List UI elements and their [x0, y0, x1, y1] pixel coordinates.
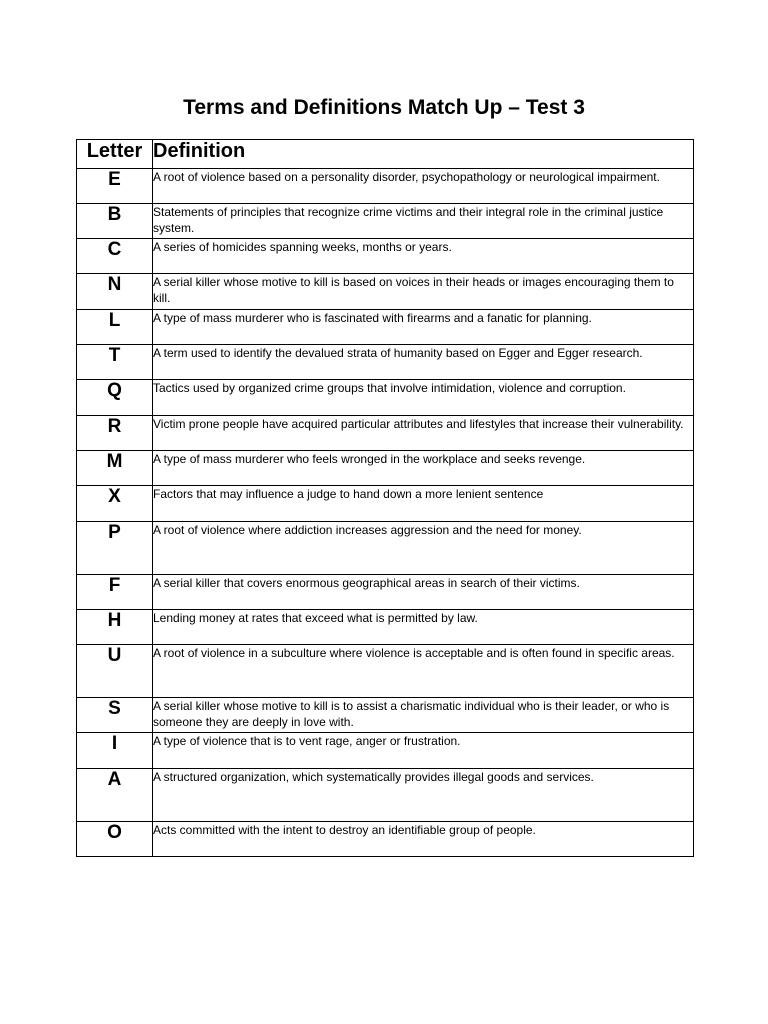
letter-cell: U [77, 645, 153, 698]
table-row [77, 416, 694, 451]
header-row [77, 140, 694, 169]
table-row [77, 486, 694, 522]
letter-cell: L [77, 310, 153, 345]
letter-cell: E [77, 169, 153, 204]
letter-cell: C [77, 239, 153, 274]
definition-cell: A root of violence based on a personality disorder, psychopathology or neurological impairment. [153, 169, 694, 204]
definition-cell: Tactics used by organized crime groups that involve intimidation, violence and corruption. [153, 380, 694, 416]
letter-cell: I [77, 733, 153, 769]
match-table [76, 139, 694, 857]
table-row [77, 575, 694, 610]
definition-cell: Factors that may influence a judge to hand down a more lenient sentence [153, 486, 694, 522]
table-row [77, 274, 694, 310]
definition-cell: A term used to identify the devalued strata of humanity based on Egger and Egger research. [153, 345, 694, 380]
table-row [77, 451, 694, 486]
letter-cell: B [77, 204, 153, 239]
definition-cell: A type of violence that is to vent rage, anger or frustration. [153, 733, 694, 769]
definition-cell: A serial killer that covers enormous geographical areas in search of their victims. [153, 575, 694, 610]
table-row [77, 310, 694, 345]
letter-cell: H [77, 610, 153, 645]
definition-cell: A structured organization, which systematically provides illegal goods and services. [153, 769, 694, 822]
definition-cell: A serial killer whose motive to kill is to assist a charismatic individual who is their leader, or who is someone they are deeply in love with. [153, 698, 694, 733]
table-row [77, 769, 694, 822]
definition-cell: A serial killer whose motive to kill is based on voices in their heads or images encouraging them to kill. [153, 274, 694, 310]
letter-cell: X [77, 486, 153, 522]
definition-cell: Victim prone people have acquired particular attributes and lifestyles that increase their vulnerability. [153, 416, 694, 451]
letter-column-header: Letter [77, 140, 153, 169]
definition-column-header: Definition [153, 140, 694, 169]
letter-cell: M [77, 451, 153, 486]
table-row [77, 380, 694, 416]
table-row [77, 169, 694, 204]
letter-cell: O [77, 822, 153, 857]
definition-cell: Lending money at rates that exceed what is permitted by law. [153, 610, 694, 645]
table-row [77, 610, 694, 645]
letter-cell: R [77, 416, 153, 451]
definition-cell: A type of mass murderer who feels wronged in the workplace and seeks revenge. [153, 451, 694, 486]
definition-cell: A type of mass murderer who is fascinated with firearms and a fanatic for planning. [153, 310, 694, 345]
letter-cell: S [77, 698, 153, 733]
letter-cell: T [77, 345, 153, 380]
table-row [77, 204, 694, 239]
table-row [77, 345, 694, 380]
definition-cell: Statements of principles that recognize crime victims and their integral role in the criminal justice system. [153, 204, 694, 239]
definition-cell: A series of homicides spanning weeks, months or years. [153, 239, 694, 274]
letter-cell: Q [77, 380, 153, 416]
table-row [77, 822, 694, 857]
table-row [77, 645, 694, 698]
letter-cell: F [77, 575, 153, 610]
letter-cell: A [77, 769, 153, 822]
definition-cell: A root of violence in a subculture where violence is acceptable and is often found in specific areas. [153, 645, 694, 698]
definition-cell: A root of violence where addiction increases aggression and the need for money. [153, 522, 694, 575]
definition-cell: Acts committed with the intent to destroy an identifiable group of people. [153, 822, 694, 857]
table-row [77, 698, 694, 733]
letter-cell: P [77, 522, 153, 575]
letter-cell: N [77, 274, 153, 310]
table-row [77, 239, 694, 274]
table-row [77, 522, 694, 575]
table-row [77, 733, 694, 769]
page-title: Terms and Definitions Match Up – Test 3 [183, 96, 585, 119]
